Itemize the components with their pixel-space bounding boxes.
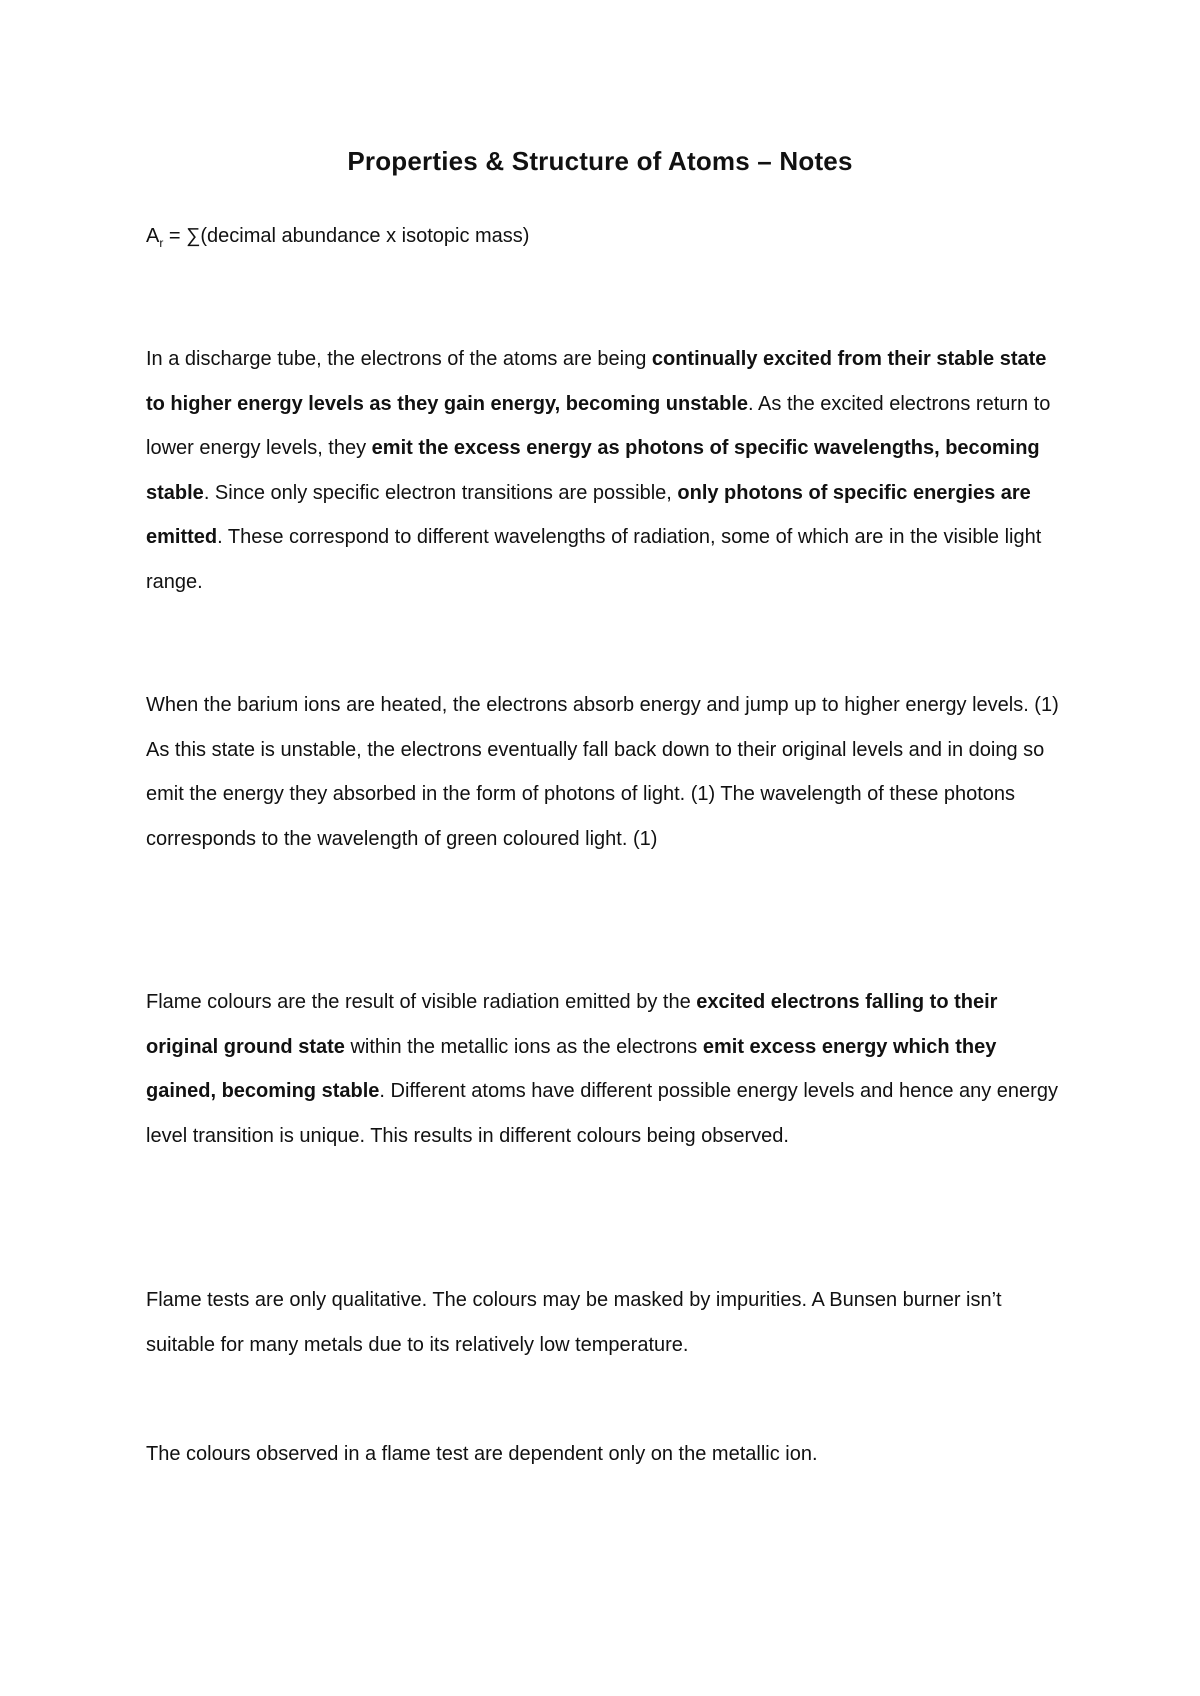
paragraph-flame-tests-limitations xyxy=(146,1278,1066,1367)
paragraph-text: . As the excited electrons return to lower energy levels, they xyxy=(146,392,1051,459)
paragraph-barium-ions xyxy=(146,683,1066,861)
paragraph-text: In a discharge tube, the electrons of the atoms are being xyxy=(146,348,652,370)
bold-phrase: excited electrons falling to their original ground state xyxy=(146,991,998,1058)
formula-expression: = ∑(decimal abundance x isotopic mass) xyxy=(163,225,530,247)
paragraph-text: Flame colours are the result of visible radiation emitted by the xyxy=(146,991,697,1013)
paragraph-text: Flame tests are only qualitative. The colours may be masked by impurities. A Bunsen burner isn’t suitable for many metals due to its relatively low temperature. xyxy=(146,1289,1002,1356)
formula-symbol: A xyxy=(146,225,160,247)
paragraph-text: . These correspond to different wavelengths of radiation, some of which are in the visible light range. xyxy=(146,526,1042,593)
bold-phrase: only photons of specific energies are emitted xyxy=(146,481,1031,548)
paragraph-text: The colours observed in a flame test are dependent only on the metallic ion. xyxy=(146,1443,818,1465)
paragraph-text: . Different atoms have different possible energy levels and hence any energy level transition is unique. This results in different colours being observed. xyxy=(146,1080,1058,1147)
relative-atomic-mass-formula xyxy=(146,225,529,250)
formula-subscript: r xyxy=(159,236,164,250)
paragraph-text: When the barium ions are heated, the electrons absorb energy and jump up to higher energy levels. (1) As this state is unstable, the electrons eventually fall back down to their original levels and in doing so emit the energy they absorbed in the form of photons of light. (1) The wavelength of these photons corresponds to the wavelength of green coloured light. (1) xyxy=(146,694,1059,850)
bold-phrase: emit the excess energy as photons of specific wavelengths, becoming stable xyxy=(146,437,1040,504)
page-title: Properties & Structure of Atoms – Notes xyxy=(347,146,853,176)
paragraph-text: . Since only specific electron transitions are possible, xyxy=(203,481,678,504)
paragraph-metallic-ion xyxy=(146,1432,1066,1477)
bold-phrase: emit excess energy which they gained, becoming stable xyxy=(146,1035,997,1102)
paragraph-text: within the metallic ions as the electrons xyxy=(344,1035,703,1058)
paragraph-discharge-tube xyxy=(146,337,1066,604)
paragraph-flame-colours xyxy=(146,980,1066,1158)
bold-phrase: continually excited from their stable state to higher energy levels as they gain energy, becoming unstable xyxy=(146,348,1047,415)
